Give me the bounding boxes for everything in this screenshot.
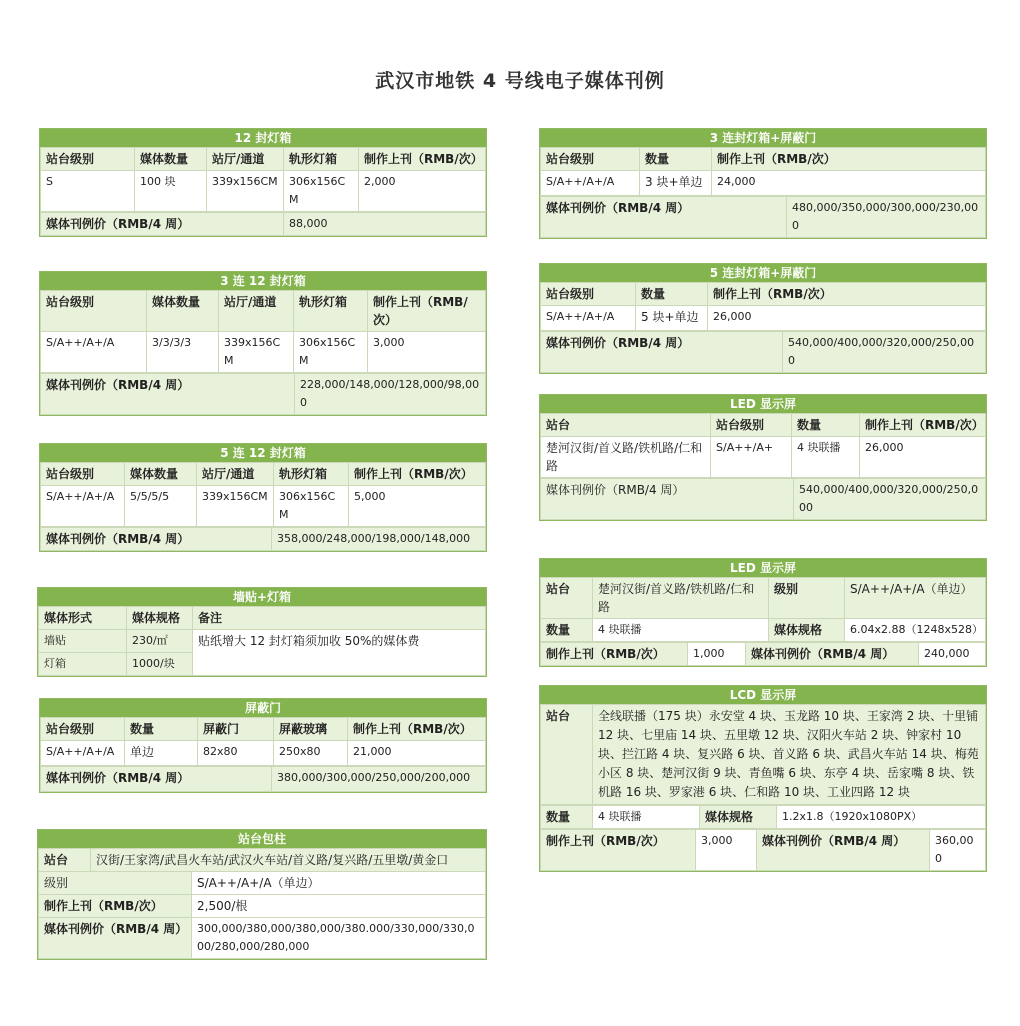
value-quantity: 4 块联播 bbox=[593, 619, 769, 642]
label-production-fee: 制作上刊（RMB/次） bbox=[541, 830, 696, 871]
col-platform-level: 站台级别 bbox=[41, 718, 125, 741]
price-value: 228,000/148,000/128,000/98,000 bbox=[295, 374, 486, 415]
label-price: 媒体刊例价（RMB/4 周） bbox=[757, 830, 930, 871]
cell-count: 100 块 bbox=[135, 171, 207, 212]
price-label: 媒体刊例价（RMB/4 周） bbox=[41, 528, 272, 551]
table-5x12-light-box bbox=[39, 443, 487, 552]
value-quantity: 4 块联播 bbox=[593, 806, 700, 829]
label-level: 级别 bbox=[769, 578, 845, 619]
table-5-light-box-screen-door bbox=[539, 263, 987, 374]
cell-door-size: 82x80 bbox=[198, 741, 274, 766]
col-production-fee: 制作上刊（RMB/次） bbox=[359, 148, 486, 171]
price-label: 媒体刊例价（RMB/4 周） bbox=[41, 767, 272, 792]
price-value: 540,000/400,000/320,000/250,000 bbox=[783, 332, 986, 373]
col-platform-level: 站台级别 bbox=[41, 148, 135, 171]
value-stations: 楚河汉街/首义路/铁机路/仁和路 bbox=[593, 578, 769, 619]
cell-fee: 24,000 bbox=[712, 171, 986, 196]
table-lcd-display bbox=[539, 685, 987, 872]
table-screen-door bbox=[39, 698, 487, 793]
price-value: 480,000/350,000/300,000/230,000 bbox=[787, 197, 986, 238]
cell-count: 5/5/5/5 bbox=[125, 486, 197, 527]
table-header: 墙贴+灯箱 bbox=[38, 588, 486, 606]
price-label: 媒体刊例价（RMB/4 周） bbox=[541, 479, 794, 520]
table-header: 5 连封灯箱+屏蔽门 bbox=[540, 264, 986, 282]
table-header: 3 连封灯箱+屏蔽门 bbox=[540, 129, 986, 147]
label-level: 级别 bbox=[39, 872, 192, 895]
col-production-fee: 制作上刊（RMB/次） bbox=[712, 148, 986, 171]
table-3x12-light-box bbox=[39, 271, 487, 416]
value-production-fee: 3,000 bbox=[696, 830, 757, 871]
col-quantity: 数量 bbox=[792, 414, 860, 437]
col-hall-passage: 站厅/通道 bbox=[197, 463, 274, 486]
col-media-count: 媒体数量 bbox=[125, 463, 197, 486]
label-price: 媒体刊例价（RMB/4 周） bbox=[39, 918, 192, 959]
cell-fee: 5,000 bbox=[349, 486, 486, 527]
col-quantity: 数量 bbox=[640, 148, 712, 171]
cell-fee: 26,000 bbox=[708, 306, 986, 331]
col-platform-level: 站台级别 bbox=[541, 283, 636, 306]
cell-rail-size: 306x156CM bbox=[284, 171, 359, 212]
cell-fee: 26,000 bbox=[860, 437, 986, 478]
col-production-fee: 制作上刊（RMB/次） bbox=[349, 463, 486, 486]
table-3-light-box-screen-door bbox=[539, 128, 987, 239]
cell-level: S/A++/A+/A bbox=[41, 332, 147, 373]
cell-fee: 2,000 bbox=[359, 171, 486, 212]
cell-level: S/A++/A+/A bbox=[541, 171, 640, 196]
col-screen-glass: 屏蔽玻璃 bbox=[274, 718, 348, 741]
price-label: 媒体刊例价（RMB/4 周） bbox=[41, 374, 295, 415]
value-production-fee: 1,000 bbox=[688, 643, 746, 666]
value-production-fee: 2,500/根 bbox=[192, 895, 486, 918]
price-value: 88,000 bbox=[284, 213, 486, 236]
col-production-fee: 制作上刊（RMB/次） bbox=[708, 283, 986, 306]
value-stations: 全线联播（175 块）永安堂 4 块、玉龙路 10 块、王家湾 2 块、十里铺 12 块、七里庙 14 块、五里墩 12 块、汉阳火车站 2 块、钟家村 10 块、拦江路 4 块、复兴路 6 块、首义路 6 块、武昌火车站 14 块、梅苑小区 8 块、楚河汉街 9 块、青鱼嘴 6 块、东亭 4 块、岳家嘴 8 块、铁机路 16 块、罗家港 6 块、仁和路 10 块、工业四路 12 块 bbox=[593, 705, 986, 805]
col-hall-passage: 站厅/通道 bbox=[207, 148, 284, 171]
cell-quantity: 4 块联播 bbox=[792, 437, 860, 478]
price-value: 380,000/300,000/250,000/200,000 bbox=[272, 767, 486, 792]
cell-stations: 楚河汉街/首义路/铁机路/仁和路 bbox=[541, 437, 711, 478]
cell-glass-size: 250x80 bbox=[274, 741, 348, 766]
table-header: LED 显示屏 bbox=[540, 395, 986, 413]
col-media-spec: 媒体规格 bbox=[127, 607, 193, 630]
value-price: 360,000 bbox=[930, 830, 986, 871]
table-led-display-a bbox=[539, 394, 987, 521]
table-platform-pillar bbox=[37, 829, 487, 960]
cell-level: S/A++/A+/A bbox=[541, 306, 636, 331]
cell-light-box-price: 1000/块 bbox=[127, 653, 193, 676]
col-production-fee: 制作上刊（RMB/次） bbox=[860, 414, 986, 437]
col-media-count: 媒体数量 bbox=[147, 291, 219, 332]
table-header: 12 封灯箱 bbox=[40, 129, 486, 147]
col-platform-level: 站台级别 bbox=[41, 463, 125, 486]
table-led-display-b bbox=[539, 558, 987, 667]
table-header: LCD 显示屏 bbox=[540, 686, 986, 704]
cell-quantity: 5 块+单边 bbox=[636, 306, 708, 331]
table-header: 3 连 12 封灯箱 bbox=[40, 272, 486, 290]
price-value: 358,000/248,000/198,000/148,000 bbox=[272, 528, 486, 551]
col-media-form: 媒体形式 bbox=[39, 607, 127, 630]
label-station: 站台 bbox=[541, 578, 593, 619]
value-level: S/A++/A+/A（单边） bbox=[845, 578, 986, 619]
table-12-light-box bbox=[39, 128, 487, 237]
cell-level: S/A++/A+/A bbox=[41, 486, 125, 527]
cell-rail-size: 306x156CM bbox=[294, 332, 368, 373]
cell-hall-size: 339x156CM bbox=[197, 486, 274, 527]
label-station: 站台 bbox=[39, 849, 91, 872]
price-label: 媒体刊例价（RMB/4 周） bbox=[41, 213, 284, 236]
cell-hall-size: 339x156CM bbox=[219, 332, 294, 373]
col-hall-passage: 站厅/通道 bbox=[219, 291, 294, 332]
price-label: 媒体刊例价（RMB/4 周） bbox=[541, 332, 783, 373]
page-title: 武汉市地铁 4 号线电子媒体刊例 bbox=[375, 70, 665, 92]
col-production-fee: 制作上刊（RMB/次） bbox=[368, 291, 486, 332]
label-quantity: 数量 bbox=[541, 806, 593, 829]
cell-wall-sticker: 墙贴 bbox=[39, 630, 127, 653]
col-remark: 备注 bbox=[193, 607, 486, 630]
cell-remark: 贴纸增大 12 封灯箱须加收 50%的媒体费 bbox=[193, 630, 486, 676]
label-station: 站台 bbox=[541, 705, 593, 805]
value-media-spec: 6.04x2.88（1248x528） bbox=[845, 619, 986, 642]
col-quantity: 数量 bbox=[636, 283, 708, 306]
col-media-count: 媒体数量 bbox=[135, 148, 207, 171]
label-media-spec: 媒体规格 bbox=[769, 619, 845, 642]
col-platform-level: 站台级别 bbox=[541, 148, 640, 171]
cell-wall-sticker-price: 230/㎡ bbox=[127, 630, 193, 653]
price-label: 媒体刊例价（RMB/4 周） bbox=[541, 197, 787, 238]
col-rail-light-box: 轨形灯箱 bbox=[294, 291, 368, 332]
cell-level: S/A++/A+/A bbox=[41, 741, 125, 766]
value-media-spec: 1.2x1.8（1920x1080PX） bbox=[777, 806, 986, 829]
price-value: 540,000/400,000/320,000/250,000 bbox=[794, 479, 986, 520]
cell-quantity: 3 块+单边 bbox=[640, 171, 712, 196]
cell-fee: 3,000 bbox=[368, 332, 486, 373]
col-screen-door: 屏蔽门 bbox=[198, 718, 274, 741]
cell-fee: 21,000 bbox=[348, 741, 486, 766]
value-level: S/A++/A+/A（单边） bbox=[192, 872, 486, 895]
table-header: 5 连 12 封灯箱 bbox=[40, 444, 486, 462]
label-quantity: 数量 bbox=[541, 619, 593, 642]
cell-level: S/A++/A+ bbox=[711, 437, 792, 478]
value-price: 300,000/380,000/380,000/380.000/330,000/330,000/280,000/280,000 bbox=[192, 918, 486, 959]
col-platform-level: 站台级别 bbox=[711, 414, 792, 437]
col-production-fee: 制作上刊（RMB/次） bbox=[348, 718, 486, 741]
cell-rail-size: 306x156CM bbox=[274, 486, 349, 527]
col-quantity: 数量 bbox=[125, 718, 198, 741]
label-media-spec: 媒体规格 bbox=[700, 806, 777, 829]
value-stations: 汉街/王家湾/武昌火车站/武汉火车站/首义路/复兴路/五里墩/黄金口 bbox=[91, 849, 486, 872]
label-production-fee: 制作上刊（RMB/次） bbox=[39, 895, 192, 918]
cell-light-box: 灯箱 bbox=[39, 653, 127, 676]
col-station: 站台 bbox=[541, 414, 711, 437]
cell-level: S bbox=[41, 171, 135, 212]
label-production-fee: 制作上刊（RMB/次） bbox=[541, 643, 688, 666]
table-header: LED 显示屏 bbox=[540, 559, 986, 577]
col-rail-light-box: 轨形灯箱 bbox=[274, 463, 349, 486]
col-rail-light-box: 轨形灯箱 bbox=[284, 148, 359, 171]
table-wall-sticker-light-box bbox=[37, 587, 487, 677]
col-platform-level: 站台级别 bbox=[41, 291, 147, 332]
value-price: 240,000 bbox=[919, 643, 986, 666]
cell-quantity: 单边 bbox=[125, 741, 198, 766]
table-header: 屏蔽门 bbox=[40, 699, 486, 717]
cell-hall-size: 339x156CM bbox=[207, 171, 284, 212]
label-price: 媒体刊例价（RMB/4 周） bbox=[746, 643, 919, 666]
table-header: 站台包柱 bbox=[38, 830, 486, 848]
cell-count: 3/3/3/3 bbox=[147, 332, 219, 373]
